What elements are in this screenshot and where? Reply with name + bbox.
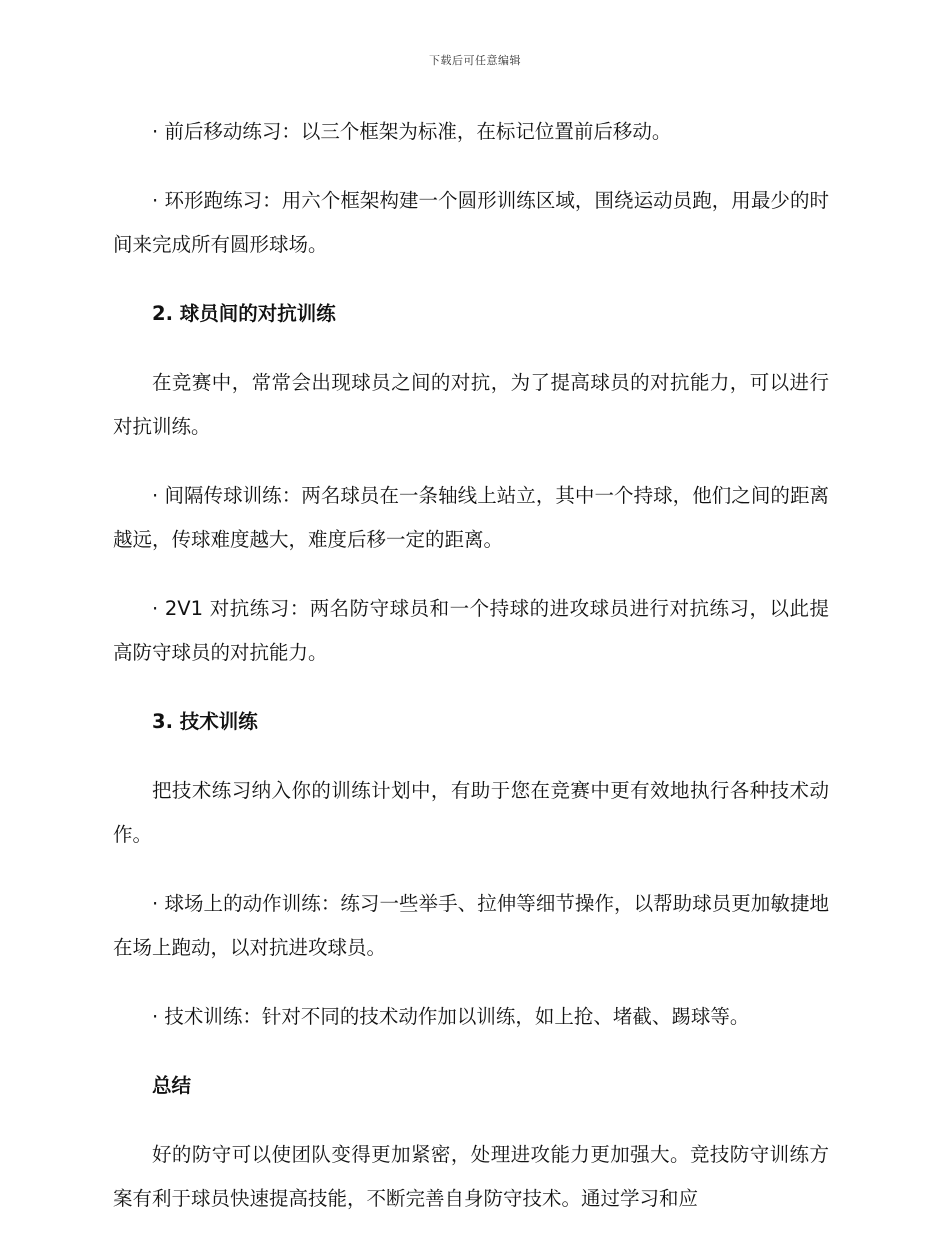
document-body [113, 110, 829, 1246]
bullet-court-movement-drill: · 球场上的动作训练：练习一些举手、拉伸等细节操作，以帮助球员更加敏捷地在场上跑动，以对抗进攻球员。 [113, 892, 829, 959]
paragraph-technique-intro: 把技术练习纳入你的训练计划中，有助于您在竞赛中更有效地执行各种技术动作。 [113, 779, 829, 846]
page-header: 下载后可任意编辑 [429, 54, 521, 67]
bullet-forward-backward-drill: · 前后移动练习：以三个框架为标准，在标记位置前后移动。 [152, 120, 672, 143]
section-heading-summary: 总结 [152, 1074, 192, 1097]
section-heading-confrontation: 2. 球员间的对抗训练 [152, 302, 336, 325]
bullet-circle-run-drill: · 环形跑练习：用六个框架构建一个圆形训练区域，围绕运动员跑，用最少的时间来完成所有圆形球场。 [113, 189, 829, 256]
paragraph-confrontation-intro: 在竞赛中，常常会出现球员之间的对抗，为了提高球员的对抗能力，可以进行对抗训练。 [113, 371, 829, 438]
paragraph-summary: 好的防守可以使团队变得更加紧密，处理进攻能力更加强大。竞技防守训练方案有利于球员快速提高技能，不断完善自身防守技术。通过学习和应 [113, 1143, 829, 1210]
bullet-technique-drill: · 技术训练：针对不同的技术动作加以训练，如上抢、堵截、踢球等。 [152, 1005, 750, 1028]
bullet-interval-pass-drill: · 间隔传球训练：两名球员在一条轴线上站立，其中一个持球，他们之间的距离越远，传球难度越大，难度后移一定的距离。 [113, 484, 829, 551]
bullet-2v1-drill: · 2V1 对抗练习：两名防守球员和一个持球的进攻球员进行对抗练习，以此提高防守球员的对抗能力。 [113, 597, 829, 664]
section-heading-technique: 3. 技术训练 [152, 710, 258, 733]
